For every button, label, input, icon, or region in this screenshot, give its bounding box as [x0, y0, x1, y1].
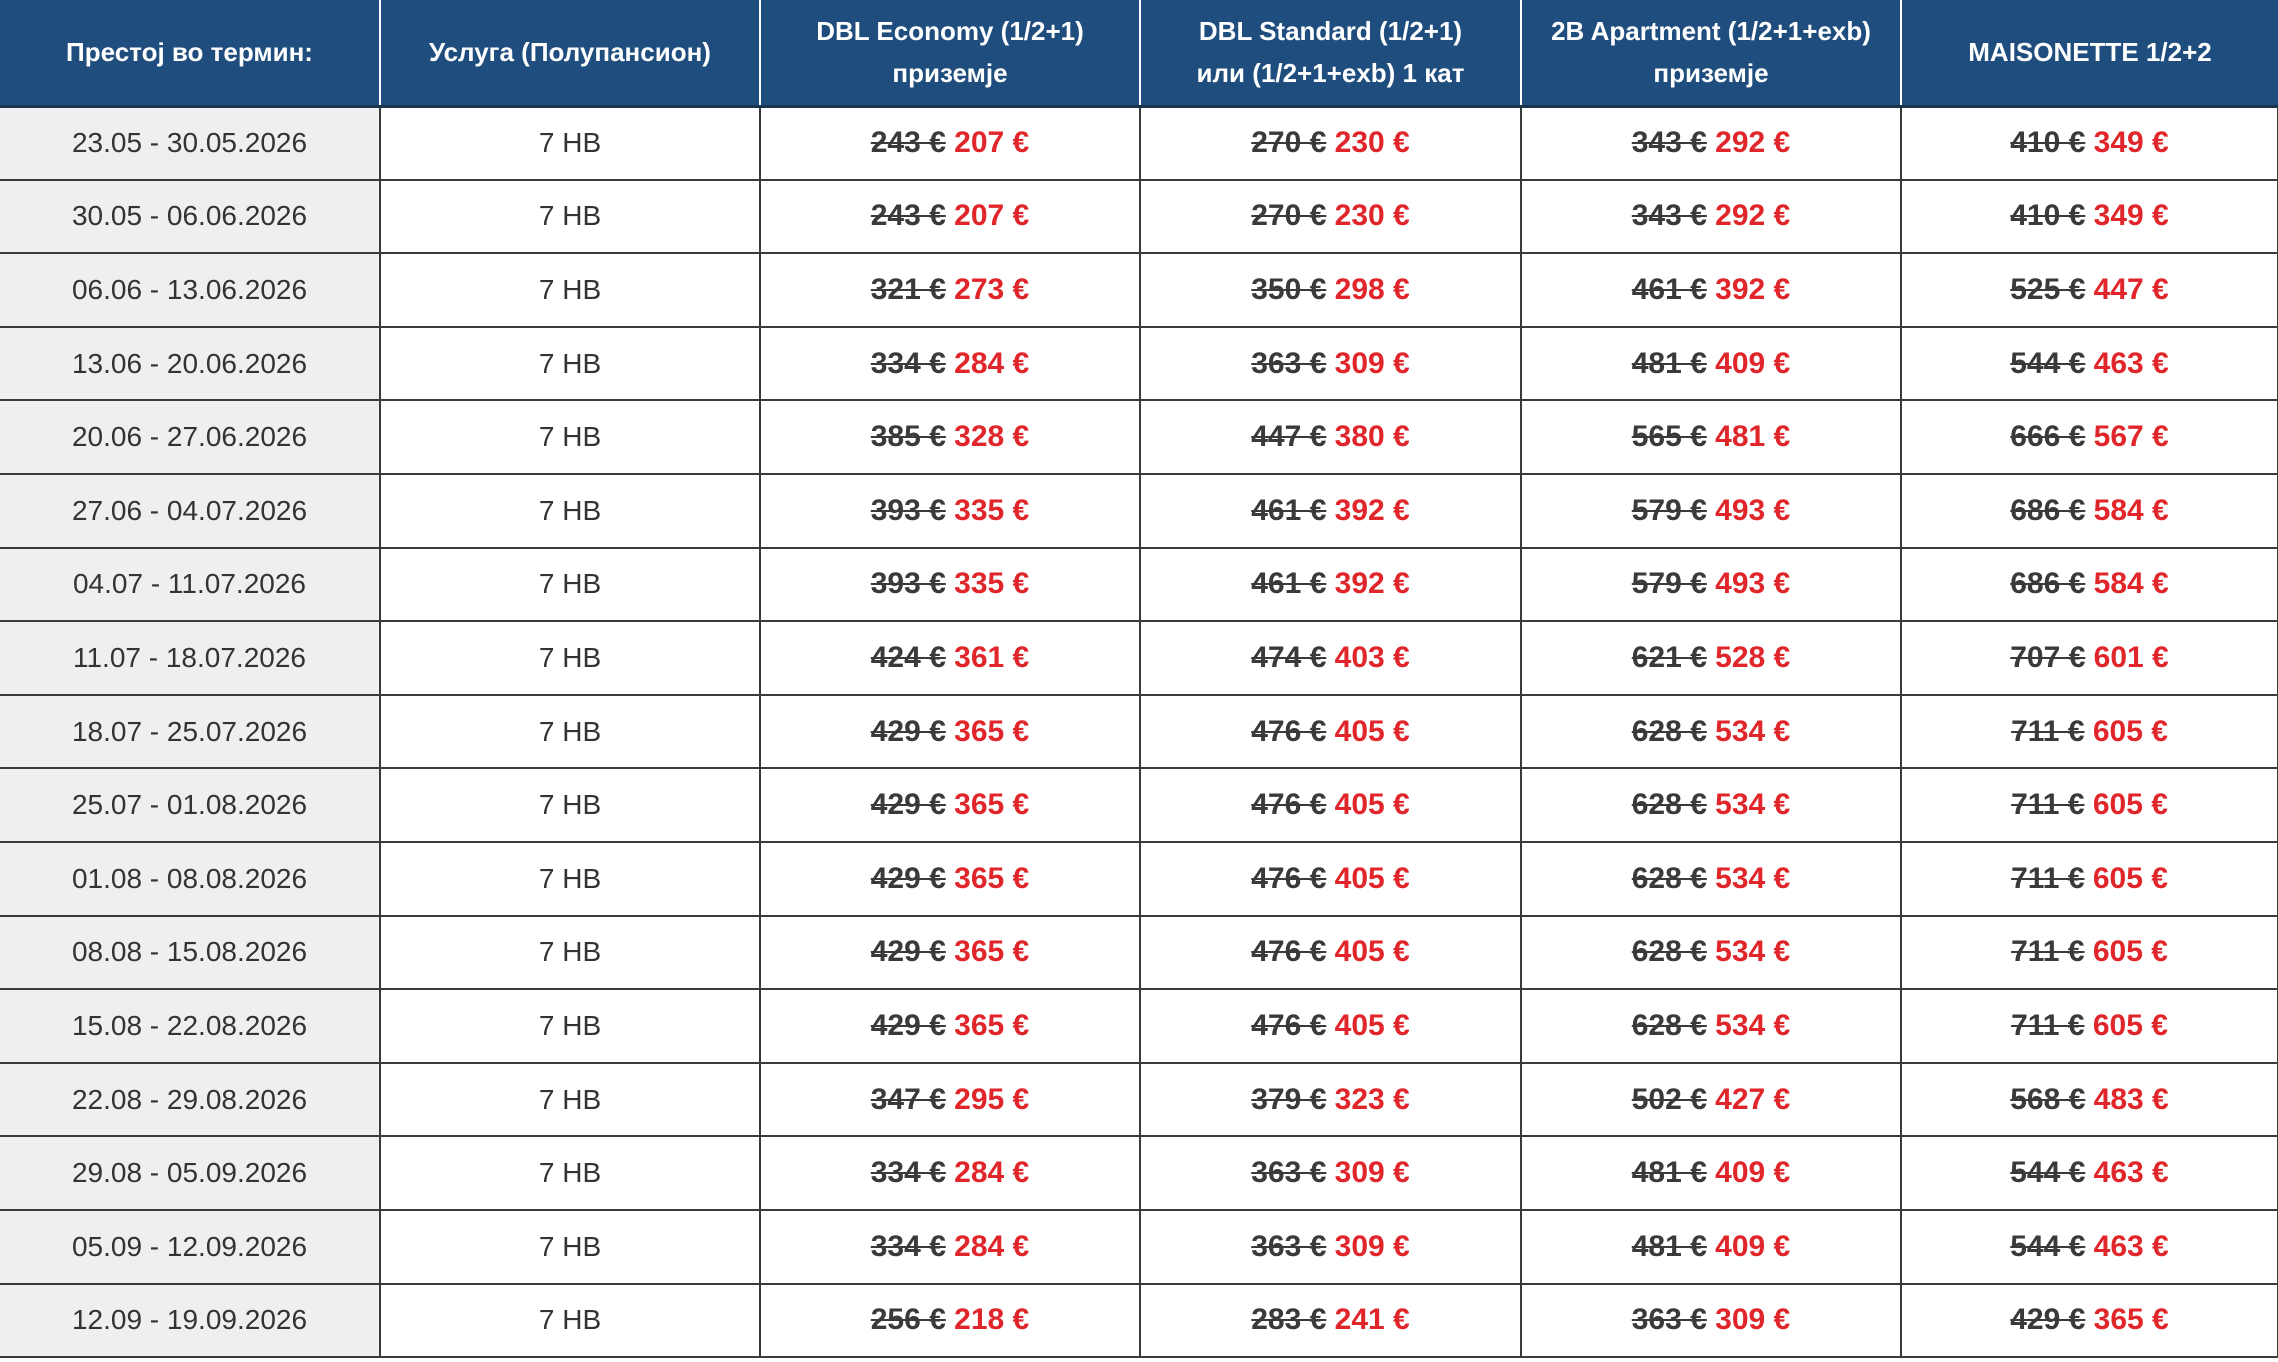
- price-cell: [1140, 989, 1521, 1063]
- old-price: 270 €: [1251, 199, 1327, 233]
- old-price: 476 €: [1251, 788, 1327, 822]
- price-cell: [1521, 621, 1901, 695]
- price-cell: [1901, 1284, 2278, 1358]
- old-price: 429 €: [870, 1008, 946, 1042]
- price-cell: [1521, 916, 1901, 990]
- discount-price: 534 €: [1715, 788, 1791, 822]
- old-price: 628 €: [1631, 788, 1707, 822]
- discount-price: 295 €: [954, 1082, 1030, 1116]
- service-cell: 7 HB: [380, 400, 760, 474]
- header-line-2: приземје: [892, 58, 1008, 89]
- price-cell: [1521, 327, 1901, 401]
- discount-price: 405 €: [1334, 861, 1410, 895]
- discount-price: 567 €: [2093, 420, 2169, 454]
- service-cell: 7 HB: [380, 253, 760, 327]
- header-line-1: DBL Standard (1/2+1): [1198, 16, 1463, 47]
- old-price: 481 €: [1631, 1229, 1707, 1263]
- price-cell: [1140, 1136, 1521, 1210]
- price-cell: [1140, 768, 1521, 842]
- old-price: 363 €: [1251, 346, 1327, 380]
- discount-price: 493 €: [1715, 567, 1791, 601]
- period-cell: 15.08 - 22.08.2026: [0, 989, 380, 1063]
- service-cell: 7 HB: [380, 768, 760, 842]
- discount-price: 328 €: [954, 420, 1030, 454]
- price-cell: [760, 1210, 1140, 1284]
- old-price: 544 €: [2010, 1156, 2086, 1190]
- old-price: 628 €: [1631, 935, 1707, 969]
- price-cell: [1521, 989, 1901, 1063]
- old-price: 424 €: [870, 640, 946, 674]
- discount-price: 230 €: [1334, 126, 1410, 160]
- price-cell: [1140, 400, 1521, 474]
- discount-price: 284 €: [954, 346, 1030, 380]
- price-cell: [1901, 400, 2278, 474]
- price-cell: [760, 180, 1140, 254]
- price-cell: [1521, 180, 1901, 254]
- old-price: 481 €: [1631, 346, 1707, 380]
- old-price: 347 €: [870, 1082, 946, 1116]
- table-row: [0, 1210, 2278, 1284]
- old-price: 525 €: [2010, 272, 2086, 306]
- discount-price: 483 €: [2093, 1082, 2169, 1116]
- table-header: [0, 0, 2278, 106]
- discount-price: 292 €: [1715, 126, 1791, 160]
- period-cell: 04.07 - 11.07.2026: [0, 548, 380, 622]
- old-price: 363 €: [1631, 1303, 1707, 1337]
- discount-price: 392 €: [1334, 567, 1410, 601]
- period-cell: 27.06 - 04.07.2026: [0, 474, 380, 548]
- discount-price: 207 €: [954, 126, 1030, 160]
- discount-price: 463 €: [2093, 1229, 2169, 1263]
- price-cell: [1901, 548, 2278, 622]
- price-cell: [1140, 1210, 1521, 1284]
- service-cell: 7 HB: [380, 1063, 760, 1137]
- discount-price: 493 €: [1715, 493, 1791, 527]
- header-line-1: 2B Apartment (1/2+1+exb): [1551, 16, 1871, 47]
- table-row: [0, 916, 2278, 990]
- discount-price: 365 €: [954, 935, 1030, 969]
- discount-price: 309 €: [1715, 1303, 1791, 1337]
- service-cell: 7 HB: [380, 106, 760, 180]
- discount-price: 605 €: [2092, 1008, 2168, 1042]
- old-price: 711 €: [2011, 714, 2085, 748]
- period-cell: 08.08 - 15.08.2026: [0, 916, 380, 990]
- price-cell: [1901, 180, 2278, 254]
- table-row: [0, 253, 2278, 327]
- old-price: 385 €: [870, 420, 946, 454]
- header-line-2: или (1/2+1+exb) 1 кат: [1196, 58, 1465, 89]
- price-cell: [760, 621, 1140, 695]
- service-cell: 7 HB: [380, 180, 760, 254]
- price-cell: [1901, 989, 2278, 1063]
- price-cell: [760, 253, 1140, 327]
- discount-price: 534 €: [1715, 714, 1791, 748]
- old-price: 565 €: [1631, 420, 1707, 454]
- old-price: 544 €: [2010, 1229, 2086, 1263]
- discount-price: 481 €: [1715, 420, 1791, 454]
- price-cell: [1901, 1063, 2278, 1137]
- header-dbl-economy: [760, 0, 1140, 106]
- service-cell: 7 HB: [380, 327, 760, 401]
- old-price: 476 €: [1251, 1008, 1327, 1042]
- old-price: 568 €: [2010, 1082, 2086, 1116]
- price-cell: [1140, 695, 1521, 769]
- discount-price: 584 €: [2093, 567, 2169, 601]
- price-cell: [1901, 253, 2278, 327]
- period-cell: 18.07 - 25.07.2026: [0, 695, 380, 769]
- header-line-1: Престој во термин:: [66, 37, 313, 68]
- discount-price: 365 €: [954, 788, 1030, 822]
- discount-price: 463 €: [2093, 1156, 2169, 1190]
- discount-price: 534 €: [1715, 861, 1791, 895]
- header-period: [0, 0, 380, 106]
- header-dbl-standard: [1140, 0, 1521, 106]
- discount-price: 405 €: [1334, 935, 1410, 969]
- service-cell: 7 HB: [380, 621, 760, 695]
- table-row: [0, 106, 2278, 180]
- service-cell: 7 HB: [380, 989, 760, 1063]
- price-cell: [1901, 106, 2278, 180]
- price-cell: [1521, 400, 1901, 474]
- old-price: 350 €: [1251, 272, 1327, 306]
- price-cell: [1901, 1136, 2278, 1210]
- old-price: 628 €: [1631, 1008, 1707, 1042]
- discount-price: 605 €: [2092, 714, 2168, 748]
- price-cell: [1140, 1284, 1521, 1358]
- price-cell: [760, 1136, 1140, 1210]
- header-line-1: DBL Economy (1/2+1): [816, 16, 1084, 47]
- discount-price: 528 €: [1715, 640, 1791, 674]
- service-cell: 7 HB: [380, 1284, 760, 1358]
- price-cell: [760, 842, 1140, 916]
- price-cell: [1901, 1210, 2278, 1284]
- price-cell: [1140, 106, 1521, 180]
- table-row: [0, 1063, 2278, 1137]
- table-body: [0, 106, 2278, 1357]
- price-cell: [1140, 474, 1521, 548]
- old-price: 429 €: [870, 788, 946, 822]
- old-price: 621 €: [1631, 640, 1707, 674]
- price-cell: [1521, 1136, 1901, 1210]
- old-price: 334 €: [870, 1156, 946, 1190]
- old-price: 579 €: [1631, 567, 1707, 601]
- old-price: 393 €: [870, 567, 946, 601]
- discount-price: 380 €: [1334, 420, 1410, 454]
- table-row: [0, 1136, 2278, 1210]
- old-price: 429 €: [870, 935, 946, 969]
- price-cell: [1521, 106, 1901, 180]
- period-cell: 29.08 - 05.09.2026: [0, 1136, 380, 1210]
- discount-price: 323 €: [1334, 1082, 1410, 1116]
- old-price: 334 €: [870, 1229, 946, 1263]
- price-cell: [1140, 548, 1521, 622]
- discount-price: 605 €: [2092, 788, 2168, 822]
- price-cell: [1521, 1063, 1901, 1137]
- price-cell: [760, 1284, 1140, 1358]
- discount-price: 427 €: [1715, 1082, 1791, 1116]
- price-cell: [1521, 548, 1901, 622]
- service-cell: 7 HB: [380, 474, 760, 548]
- discount-price: 392 €: [1334, 493, 1410, 527]
- price-cell: [760, 400, 1140, 474]
- old-price: 711 €: [2011, 788, 2085, 822]
- discount-price: 241 €: [1334, 1303, 1410, 1337]
- old-price: 474 €: [1251, 640, 1327, 674]
- period-cell: 05.09 - 12.09.2026: [0, 1210, 380, 1284]
- old-price: 379 €: [1251, 1082, 1327, 1116]
- discount-price: 392 €: [1715, 272, 1791, 306]
- price-cell: [1901, 695, 2278, 769]
- discount-price: 349 €: [2093, 199, 2169, 233]
- header-maisonette: [1901, 0, 2278, 106]
- old-price: 544 €: [2010, 346, 2086, 380]
- price-cell: [760, 474, 1140, 548]
- price-cell: [1140, 842, 1521, 916]
- discount-price: 298 €: [1334, 272, 1410, 306]
- period-cell: 13.06 - 20.06.2026: [0, 327, 380, 401]
- period-cell: 12.09 - 19.09.2026: [0, 1284, 380, 1358]
- discount-price: 405 €: [1334, 1008, 1410, 1042]
- old-price: 666 €: [2010, 420, 2086, 454]
- price-cell: [1521, 768, 1901, 842]
- old-price: 707 €: [2010, 640, 2086, 674]
- service-cell: 7 HB: [380, 1210, 760, 1284]
- price-cell: [1521, 842, 1901, 916]
- old-price: 363 €: [1251, 1156, 1327, 1190]
- table-row: [0, 327, 2278, 401]
- discount-price: 273 €: [954, 272, 1030, 306]
- discount-price: 405 €: [1334, 714, 1410, 748]
- price-cell: [1521, 1210, 1901, 1284]
- old-price: 711 €: [2011, 1008, 2085, 1042]
- price-cell: [1140, 916, 1521, 990]
- period-cell: 23.05 - 30.05.2026: [0, 106, 380, 180]
- table-row: [0, 474, 2278, 548]
- discount-price: 335 €: [954, 567, 1030, 601]
- old-price: 628 €: [1631, 861, 1707, 895]
- header-line-1: Услуга (Полупансион): [429, 37, 711, 68]
- price-cell: [1140, 1063, 1521, 1137]
- old-price: 461 €: [1251, 567, 1327, 601]
- old-price: 476 €: [1251, 935, 1327, 969]
- discount-price: 463 €: [2093, 346, 2169, 380]
- table-row: [0, 768, 2278, 842]
- discount-price: 409 €: [1715, 1229, 1791, 1263]
- table-row: [0, 695, 2278, 769]
- price-cell: [1140, 327, 1521, 401]
- table-row: [0, 842, 2278, 916]
- service-cell: 7 HB: [380, 695, 760, 769]
- price-cell: [760, 989, 1140, 1063]
- discount-price: 292 €: [1715, 199, 1791, 233]
- old-price: 628 €: [1631, 714, 1707, 748]
- discount-price: 365 €: [954, 1008, 1030, 1042]
- old-price: 447 €: [1251, 420, 1327, 454]
- table-row: [0, 989, 2278, 1063]
- old-price: 393 €: [870, 493, 946, 527]
- price-cell: [1521, 1284, 1901, 1358]
- discount-price: 534 €: [1715, 1008, 1791, 1042]
- old-price: 461 €: [1631, 272, 1707, 306]
- old-price: 686 €: [2010, 493, 2086, 527]
- price-cell: [1901, 621, 2278, 695]
- discount-price: 403 €: [1334, 640, 1410, 674]
- period-cell: 06.06 - 13.06.2026: [0, 253, 380, 327]
- header-line-1: MAISONETTE 1/2+2: [1968, 37, 2212, 68]
- old-price: 476 €: [1251, 714, 1327, 748]
- old-price: 711 €: [2011, 861, 2085, 895]
- price-cell: [1140, 621, 1521, 695]
- old-price: 711 €: [2011, 935, 2085, 969]
- header-service: [380, 0, 760, 106]
- discount-price: 405 €: [1334, 788, 1410, 822]
- discount-price: 207 €: [954, 199, 1030, 233]
- table-row: [0, 621, 2278, 695]
- old-price: 243 €: [870, 126, 946, 160]
- discount-price: 335 €: [954, 493, 1030, 527]
- price-cell: [760, 106, 1140, 180]
- price-cell: [760, 768, 1140, 842]
- old-price: 334 €: [870, 346, 946, 380]
- discount-price: 584 €: [2093, 493, 2169, 527]
- discount-price: 605 €: [2092, 861, 2168, 895]
- price-cell: [1140, 180, 1521, 254]
- old-price: 502 €: [1631, 1082, 1707, 1116]
- discount-price: 361 €: [954, 640, 1030, 674]
- table-row: [0, 400, 2278, 474]
- discount-price: 284 €: [954, 1229, 1030, 1263]
- header-row: [0, 0, 2278, 106]
- price-cell: [760, 916, 1140, 990]
- old-price: 579 €: [1631, 493, 1707, 527]
- price-cell: [1901, 768, 2278, 842]
- discount-price: 218 €: [954, 1303, 1030, 1337]
- service-cell: 7 HB: [380, 1136, 760, 1210]
- old-price: 343 €: [1631, 126, 1707, 160]
- old-price: 429 €: [870, 714, 946, 748]
- header-2b-apartment: [1521, 0, 1901, 106]
- old-price: 481 €: [1631, 1156, 1707, 1190]
- table-row: [0, 1284, 2278, 1358]
- discount-price: 605 €: [2092, 935, 2168, 969]
- discount-price: 447 €: [2093, 272, 2169, 306]
- discount-price: 365 €: [2093, 1303, 2169, 1337]
- price-cell: [1140, 253, 1521, 327]
- price-cell: [760, 327, 1140, 401]
- price-cell: [1521, 253, 1901, 327]
- table-row: [0, 548, 2278, 622]
- old-price: 256 €: [870, 1303, 946, 1337]
- service-cell: 7 HB: [380, 916, 760, 990]
- price-cell: [760, 548, 1140, 622]
- header-line-2: приземје: [1653, 58, 1769, 89]
- period-cell: 11.07 - 18.07.2026: [0, 621, 380, 695]
- service-cell: 7 HB: [380, 842, 760, 916]
- table-row: [0, 180, 2278, 254]
- price-cell: [760, 695, 1140, 769]
- price-cell: [1901, 916, 2278, 990]
- discount-price: 601 €: [2093, 640, 2169, 674]
- old-price: 410 €: [2010, 126, 2086, 160]
- discount-price: 409 €: [1715, 1156, 1791, 1190]
- period-cell: 30.05 - 06.06.2026: [0, 180, 380, 254]
- old-price: 476 €: [1251, 861, 1327, 895]
- discount-price: 230 €: [1334, 199, 1410, 233]
- price-cell: [1901, 474, 2278, 548]
- old-price: 429 €: [870, 861, 946, 895]
- discount-price: 309 €: [1334, 346, 1410, 380]
- discount-price: 365 €: [954, 861, 1030, 895]
- discount-price: 349 €: [2093, 126, 2169, 160]
- period-cell: 01.08 - 08.08.2026: [0, 842, 380, 916]
- period-cell: 20.06 - 27.06.2026: [0, 400, 380, 474]
- discount-price: 309 €: [1334, 1156, 1410, 1190]
- discount-price: 365 €: [954, 714, 1030, 748]
- discount-price: 284 €: [954, 1156, 1030, 1190]
- old-price: 686 €: [2010, 567, 2086, 601]
- discount-price: 309 €: [1334, 1229, 1410, 1263]
- service-cell: 7 HB: [380, 548, 760, 622]
- period-cell: 22.08 - 29.08.2026: [0, 1063, 380, 1137]
- period-cell: 25.07 - 01.08.2026: [0, 768, 380, 842]
- price-cell: [760, 1063, 1140, 1137]
- old-price: 410 €: [2010, 199, 2086, 233]
- price-cell: [1901, 327, 2278, 401]
- old-price: 343 €: [1631, 199, 1707, 233]
- old-price: 270 €: [1251, 126, 1327, 160]
- discount-price: 409 €: [1715, 346, 1791, 380]
- old-price: 321 €: [870, 272, 946, 306]
- discount-price: 534 €: [1715, 935, 1791, 969]
- price-cell: [1521, 695, 1901, 769]
- old-price: 283 €: [1251, 1303, 1327, 1337]
- old-price: 461 €: [1251, 493, 1327, 527]
- old-price: 243 €: [870, 199, 946, 233]
- price-cell: [1521, 474, 1901, 548]
- price-cell: [1901, 842, 2278, 916]
- old-price: 363 €: [1251, 1229, 1327, 1263]
- old-price: 429 €: [2010, 1303, 2086, 1337]
